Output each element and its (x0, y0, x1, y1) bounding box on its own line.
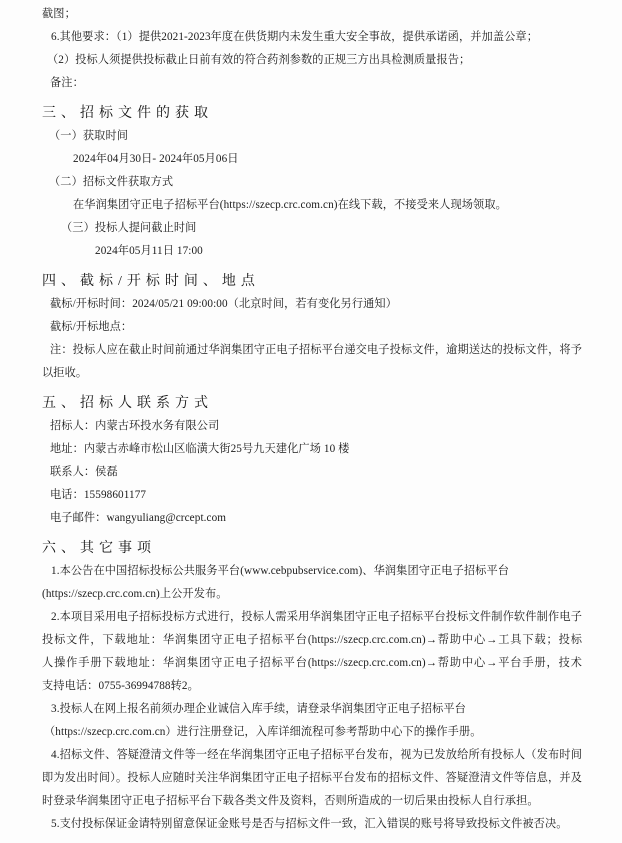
doc-line-obtain-method-value: 在华润集团守正电子招标平台(https://szecp.crc.com.cn)在线下载，不接受来人现场领取。 (73, 199, 507, 211)
doc-line-item4-wrap-3: 时登录华润集团守正电子招标平台下载各类文件及资料，否则所造成的一切后果由投标人自行承担。 (42, 795, 539, 807)
doc-line-item1-wrap-1: 1.本公告在中国招标投标公共服务平台(www.cebpubservice.com)、华润集团守正电子招标平台 (51, 565, 510, 577)
doc-line-other-requirements: 6.其他要求：（1）提供2021-2023年度在供货期内未发生重大安全事故，提供承诺函，并加盖公章； (51, 31, 538, 43)
doc-line-obtain-time-value: 2024年04月30日- 2024年05月06日 (73, 153, 239, 165)
doc-line-tenderer: 招标人：内蒙古环投水务有限公司 (50, 420, 220, 432)
doc-line-email: 电子邮件：wangyuliang@crcept.com (50, 512, 227, 524)
doc-line-obtain-time-label: （一）获取时间 (49, 130, 129, 142)
doc-line-item4-wrap-2: 即为发出时间）。投标人应随时关注华润集团守正电子招标平台发布的招标文件、答疑澄清文件等信息，并及 (42, 772, 582, 784)
doc-line-question-deadline-label: （三）投标人提问截止时间 (61, 222, 197, 234)
section-heading-4-bid-opening: 四、截标/开标时间、地点 (42, 274, 260, 289)
doc-line-item2-wrap-3: 人操作手册下载地址：华润集团守正电子招标平台(https://szecp.crc.com.cn)→帮助中心→平台手册，技术 (42, 657, 582, 669)
doc-line-item2-wrap-4: 支持电话：0755-36994788转2。 (42, 680, 199, 692)
doc-line-item5: 5.支付投标保证金请特别留意保证金账号是否与招标文件一致，汇入错误的账号将导致投标文件被否决。 (51, 818, 568, 830)
doc-line-screenshot-label: 截图； (42, 8, 76, 20)
doc-line-contact-person: 联系人：侯磊 (50, 466, 118, 478)
doc-line-item2-wrap-1: 2.本项目采用电子招标投标方式进行，投标人需采用华润集团守正电子招标平台投标文件制作软件制作电子 (51, 611, 582, 623)
doc-line-item3-wrap-1: 3.投标人在网上报名前须办理企业诚信入库手续，请登录华润集团守正电子招标平台 (51, 703, 466, 715)
doc-line-item4-wrap-1: 4.招标文件、答疑澄清文件等一经在华润集团守正电子招标平台发布，视为已发放给所有投标人（发布时间 (51, 749, 582, 761)
section-heading-6-other-matters: 六、其它事项 (42, 541, 156, 556)
doc-line-question-deadline-value: 2024年05月11日 17:00 (95, 245, 203, 257)
doc-line-bid-opening-place: 截标/开标地点： (50, 321, 133, 333)
doc-line-bid-opening-time: 截标/开标时间：2024/05/21 09:00:00（北京时间，若有变化另行通知） (50, 298, 397, 310)
doc-line-note-wrap-1: 注：投标人应在截止时间前通过华润集团守正电子招标平台递交电子投标文件，逾期送达的投标文件，将予 (50, 344, 582, 356)
doc-line-phone: 电话：15598601177 (50, 489, 147, 501)
section-heading-5-contact: 五、招标人联系方式 (42, 396, 213, 411)
doc-line-item1-wrap-2: (https://szecp.crc.com.cn)上公开发布。 (42, 588, 228, 600)
doc-line-item3-wrap-2: （https://szecp.crc.com.cn）进行注册登记，入库详细流程可参考帮助中心下的操作手册。 (44, 726, 482, 738)
doc-line-requirement-2: （2）投标人须提供投标截止日前有效的符合药剂参数的正规三方出具检测质量报告； (47, 54, 471, 66)
doc-line-remarks: 备注： (50, 77, 84, 89)
doc-line-item2-wrap-2: 投标文件，下载地址：华润集团守正电子招标平台(https://szecp.crc.com.cn)→帮助中心→工具下载；投标 (42, 634, 582, 646)
doc-line-note-wrap-2: 以拒收。 (42, 367, 88, 379)
doc-line-obtain-method-label: （二）招标文件获取方式 (49, 176, 174, 188)
section-heading-3-obtain-docs: 三、招标文件的获取 (42, 106, 213, 121)
doc-line-address: 地址：内蒙古赤峰市松山区临潢大街25号九天建化广场 10 楼 (50, 443, 350, 455)
